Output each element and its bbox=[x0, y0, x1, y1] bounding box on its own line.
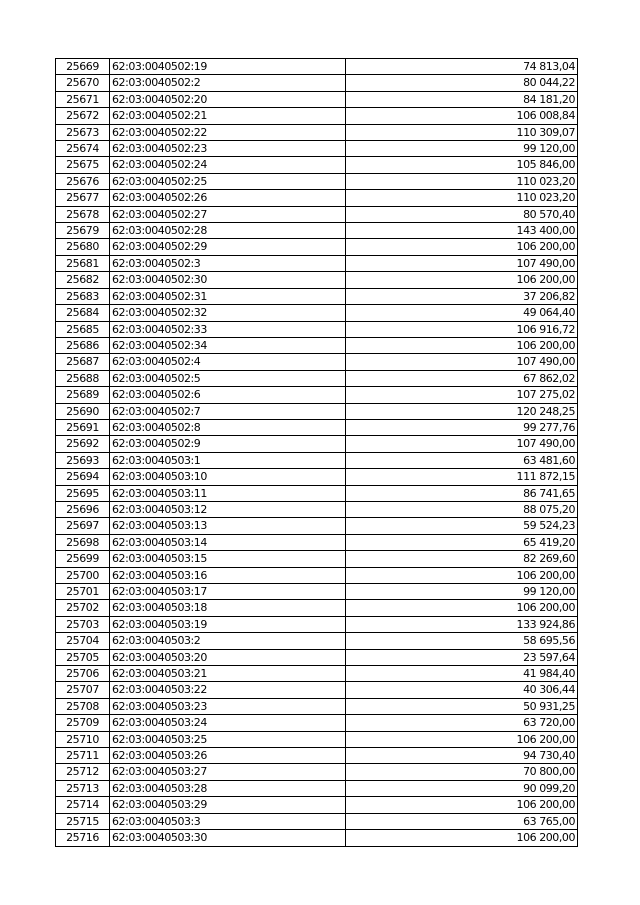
cadastral-value-cell: 70 800,00 bbox=[346, 764, 578, 780]
cadastral-number-cell: 62:03:0040502:2 bbox=[110, 75, 346, 91]
cadastral-number-cell: 62:03:0040502:31 bbox=[110, 288, 346, 304]
row-number-cell: 25701 bbox=[56, 584, 110, 600]
table-row bbox=[56, 452, 578, 468]
row-number-cell: 25670 bbox=[56, 75, 110, 91]
table-row bbox=[56, 206, 578, 222]
table-row bbox=[56, 813, 578, 829]
cadastral-value-table bbox=[55, 58, 578, 847]
row-number-cell: 25672 bbox=[56, 108, 110, 124]
cadastral-number-cell: 62:03:0040502:27 bbox=[110, 206, 346, 222]
cadastral-value-cell: 63 481,60 bbox=[346, 452, 578, 468]
cadastral-value-cell: 94 730,40 bbox=[346, 748, 578, 764]
row-number-cell: 25690 bbox=[56, 403, 110, 419]
cadastral-value-cell: 90 099,20 bbox=[346, 780, 578, 796]
cadastral-number-cell: 62:03:0040503:10 bbox=[110, 469, 346, 485]
cadastral-number-cell: 62:03:0040503:25 bbox=[110, 731, 346, 747]
row-number-cell: 25708 bbox=[56, 698, 110, 714]
table-row bbox=[56, 108, 578, 124]
table-row bbox=[56, 288, 578, 304]
cadastral-value-cell: 106 008,84 bbox=[346, 108, 578, 124]
table-row bbox=[56, 567, 578, 583]
table-row bbox=[56, 75, 578, 91]
table-row bbox=[56, 780, 578, 796]
cadastral-number-cell: 62:03:0040502:20 bbox=[110, 91, 346, 107]
row-number-cell: 25669 bbox=[56, 59, 110, 75]
cadastral-value-cell: 107 490,00 bbox=[346, 354, 578, 370]
cadastral-number-cell: 62:03:0040502:26 bbox=[110, 190, 346, 206]
table-row bbox=[56, 666, 578, 682]
table-row bbox=[56, 124, 578, 140]
cadastral-value-cell: 106 200,00 bbox=[346, 600, 578, 616]
cadastral-value-cell: 106 200,00 bbox=[346, 337, 578, 353]
table-row bbox=[56, 419, 578, 435]
row-number-cell: 25694 bbox=[56, 469, 110, 485]
cadastral-value-cell: 120 248,25 bbox=[346, 403, 578, 419]
cadastral-value-cell: 82 269,60 bbox=[346, 551, 578, 567]
cadastral-value-cell: 88 075,20 bbox=[346, 501, 578, 517]
table-row bbox=[56, 715, 578, 731]
table-row bbox=[56, 157, 578, 173]
table-row bbox=[56, 337, 578, 353]
row-number-cell: 25673 bbox=[56, 124, 110, 140]
cadastral-number-cell: 62:03:0040502:5 bbox=[110, 370, 346, 386]
row-number-cell: 25676 bbox=[56, 173, 110, 189]
cadastral-value-cell: 63 720,00 bbox=[346, 715, 578, 731]
cadastral-number-cell: 62:03:0040503:3 bbox=[110, 813, 346, 829]
table-row bbox=[56, 764, 578, 780]
row-number-cell: 25689 bbox=[56, 387, 110, 403]
row-number-cell: 25688 bbox=[56, 370, 110, 386]
cadastral-value-cell: 23 597,64 bbox=[346, 649, 578, 665]
cadastral-number-cell: 62:03:0040502:3 bbox=[110, 255, 346, 271]
table-row bbox=[56, 600, 578, 616]
cadastral-value-cell: 63 765,00 bbox=[346, 813, 578, 829]
cadastral-value-cell: 50 931,25 bbox=[346, 698, 578, 714]
table-row bbox=[56, 321, 578, 337]
table-row bbox=[56, 797, 578, 813]
cadastral-number-cell: 62:03:0040502:22 bbox=[110, 124, 346, 140]
row-number-cell: 25697 bbox=[56, 518, 110, 534]
row-number-cell: 25691 bbox=[56, 419, 110, 435]
cadastral-value-cell: 110 023,20 bbox=[346, 173, 578, 189]
table-row bbox=[56, 731, 578, 747]
cadastral-number-cell: 62:03:0040502:32 bbox=[110, 305, 346, 321]
cadastral-number-cell: 62:03:0040503:13 bbox=[110, 518, 346, 534]
cadastral-number-cell: 62:03:0040503:26 bbox=[110, 748, 346, 764]
table-row bbox=[56, 485, 578, 501]
cadastral-value-cell: 86 741,65 bbox=[346, 485, 578, 501]
row-number-cell: 25710 bbox=[56, 731, 110, 747]
table-row bbox=[56, 91, 578, 107]
cadastral-number-cell: 62:03:0040503:14 bbox=[110, 534, 346, 550]
table-row bbox=[56, 436, 578, 452]
row-number-cell: 25675 bbox=[56, 157, 110, 173]
cadastral-number-cell: 62:03:0040502:19 bbox=[110, 59, 346, 75]
row-number-cell: 25711 bbox=[56, 748, 110, 764]
cadastral-number-cell: 62:03:0040503:11 bbox=[110, 485, 346, 501]
cadastral-number-cell: 62:03:0040503:21 bbox=[110, 666, 346, 682]
row-number-cell: 25707 bbox=[56, 682, 110, 698]
table-row bbox=[56, 239, 578, 255]
cadastral-value-cell: 106 916,72 bbox=[346, 321, 578, 337]
table-row bbox=[56, 59, 578, 75]
cadastral-value-cell: 67 862,02 bbox=[346, 370, 578, 386]
cadastral-number-cell: 62:03:0040502:7 bbox=[110, 403, 346, 419]
row-number-cell: 25700 bbox=[56, 567, 110, 583]
cadastral-number-cell: 62:03:0040502:4 bbox=[110, 354, 346, 370]
cadastral-value-cell: 99 277,76 bbox=[346, 419, 578, 435]
cadastral-value-cell: 106 200,00 bbox=[346, 797, 578, 813]
row-number-cell: 25682 bbox=[56, 272, 110, 288]
table-row bbox=[56, 255, 578, 271]
cadastral-value-cell: 106 200,00 bbox=[346, 567, 578, 583]
row-number-cell: 25702 bbox=[56, 600, 110, 616]
cadastral-value-cell: 107 490,00 bbox=[346, 255, 578, 271]
cadastral-value-cell: 107 275,02 bbox=[346, 387, 578, 403]
cadastral-value-cell: 40 306,44 bbox=[346, 682, 578, 698]
row-number-cell: 25704 bbox=[56, 633, 110, 649]
row-number-cell: 25703 bbox=[56, 616, 110, 632]
cadastral-number-cell: 62:03:0040502:25 bbox=[110, 173, 346, 189]
cadastral-number-cell: 62:03:0040502:30 bbox=[110, 272, 346, 288]
table-row bbox=[56, 305, 578, 321]
table-row bbox=[56, 698, 578, 714]
cadastral-value-cell: 41 984,40 bbox=[346, 666, 578, 682]
cadastral-value-cell: 49 064,40 bbox=[346, 305, 578, 321]
table-row bbox=[56, 616, 578, 632]
row-number-cell: 25674 bbox=[56, 141, 110, 157]
table-row bbox=[56, 223, 578, 239]
cadastral-number-cell: 62:03:0040502:6 bbox=[110, 387, 346, 403]
table-row bbox=[56, 830, 578, 846]
table-row bbox=[56, 469, 578, 485]
cadastral-value-cell: 99 120,00 bbox=[346, 584, 578, 600]
cadastral-value-cell: 111 872,15 bbox=[346, 469, 578, 485]
table-row bbox=[56, 141, 578, 157]
cadastral-value-cell: 133 924,86 bbox=[346, 616, 578, 632]
table-row bbox=[56, 748, 578, 764]
table-row bbox=[56, 682, 578, 698]
row-number-cell: 25686 bbox=[56, 337, 110, 353]
cadastral-number-cell: 62:03:0040503:19 bbox=[110, 616, 346, 632]
cadastral-number-cell: 62:03:0040503:15 bbox=[110, 551, 346, 567]
row-number-cell: 25696 bbox=[56, 501, 110, 517]
cadastral-value-cell: 105 846,00 bbox=[346, 157, 578, 173]
table-row bbox=[56, 633, 578, 649]
cadastral-value-cell: 37 206,82 bbox=[346, 288, 578, 304]
cadastral-number-cell: 62:03:0040503:20 bbox=[110, 649, 346, 665]
table-row bbox=[56, 403, 578, 419]
cadastral-number-cell: 62:03:0040502:29 bbox=[110, 239, 346, 255]
cadastral-value-cell: 84 181,20 bbox=[346, 91, 578, 107]
cadastral-value-cell: 80 570,40 bbox=[346, 206, 578, 222]
row-number-cell: 25685 bbox=[56, 321, 110, 337]
cadastral-number-cell: 62:03:0040502:9 bbox=[110, 436, 346, 452]
row-number-cell: 25693 bbox=[56, 452, 110, 468]
row-number-cell: 25687 bbox=[56, 354, 110, 370]
row-number-cell: 25699 bbox=[56, 551, 110, 567]
cadastral-number-cell: 62:03:0040502:24 bbox=[110, 157, 346, 173]
row-number-cell: 25692 bbox=[56, 436, 110, 452]
row-number-cell: 25709 bbox=[56, 715, 110, 731]
table-body bbox=[56, 59, 578, 847]
cadastral-number-cell: 62:03:0040503:29 bbox=[110, 797, 346, 813]
row-number-cell: 25677 bbox=[56, 190, 110, 206]
cadastral-number-cell: 62:03:0040503:18 bbox=[110, 600, 346, 616]
row-number-cell: 25679 bbox=[56, 223, 110, 239]
table-row bbox=[56, 387, 578, 403]
cadastral-value-cell: 106 200,00 bbox=[346, 830, 578, 846]
table-row bbox=[56, 584, 578, 600]
cadastral-number-cell: 62:03:0040502:33 bbox=[110, 321, 346, 337]
cadastral-value-cell: 107 490,00 bbox=[346, 436, 578, 452]
table-row bbox=[56, 370, 578, 386]
cadastral-value-cell: 106 200,00 bbox=[346, 731, 578, 747]
cadastral-number-cell: 62:03:0040502:28 bbox=[110, 223, 346, 239]
table-row bbox=[56, 190, 578, 206]
cadastral-value-cell: 99 120,00 bbox=[346, 141, 578, 157]
cadastral-number-cell: 62:03:0040502:8 bbox=[110, 419, 346, 435]
cadastral-value-cell: 74 813,04 bbox=[346, 59, 578, 75]
cadastral-number-cell: 62:03:0040503:24 bbox=[110, 715, 346, 731]
table-row bbox=[56, 272, 578, 288]
cadastral-value-cell: 59 524,23 bbox=[346, 518, 578, 534]
row-number-cell: 25678 bbox=[56, 206, 110, 222]
row-number-cell: 25706 bbox=[56, 666, 110, 682]
cadastral-number-cell: 62:03:0040503:23 bbox=[110, 698, 346, 714]
cadastral-number-cell: 62:03:0040503:2 bbox=[110, 633, 346, 649]
row-number-cell: 25680 bbox=[56, 239, 110, 255]
table-row bbox=[56, 649, 578, 665]
row-number-cell: 25681 bbox=[56, 255, 110, 271]
cadastral-number-cell: 62:03:0040502:23 bbox=[110, 141, 346, 157]
row-number-cell: 25715 bbox=[56, 813, 110, 829]
cadastral-value-cell: 143 400,00 bbox=[346, 223, 578, 239]
cadastral-number-cell: 62:03:0040502:34 bbox=[110, 337, 346, 353]
row-number-cell: 25716 bbox=[56, 830, 110, 846]
cadastral-value-cell: 80 044,22 bbox=[346, 75, 578, 91]
cadastral-number-cell: 62:03:0040503:17 bbox=[110, 584, 346, 600]
table-row bbox=[56, 551, 578, 567]
row-number-cell: 25695 bbox=[56, 485, 110, 501]
table-row bbox=[56, 534, 578, 550]
cadastral-value-cell: 106 200,00 bbox=[346, 239, 578, 255]
table-row bbox=[56, 173, 578, 189]
row-number-cell: 25714 bbox=[56, 797, 110, 813]
row-number-cell: 25712 bbox=[56, 764, 110, 780]
cadastral-number-cell: 62:03:0040503:12 bbox=[110, 501, 346, 517]
row-number-cell: 25705 bbox=[56, 649, 110, 665]
cadastral-number-cell: 62:03:0040503:27 bbox=[110, 764, 346, 780]
cadastral-number-cell: 62:03:0040502:21 bbox=[110, 108, 346, 124]
cadastral-value-cell: 110 023,20 bbox=[346, 190, 578, 206]
row-number-cell: 25683 bbox=[56, 288, 110, 304]
cadastral-value-cell: 106 200,00 bbox=[346, 272, 578, 288]
table-row bbox=[56, 354, 578, 370]
row-number-cell: 25684 bbox=[56, 305, 110, 321]
cadastral-number-cell: 62:03:0040503:30 bbox=[110, 830, 346, 846]
cadastral-number-cell: 62:03:0040503:28 bbox=[110, 780, 346, 796]
row-number-cell: 25713 bbox=[56, 780, 110, 796]
table-row bbox=[56, 518, 578, 534]
table-row bbox=[56, 501, 578, 517]
cadastral-number-cell: 62:03:0040503:1 bbox=[110, 452, 346, 468]
row-number-cell: 25698 bbox=[56, 534, 110, 550]
cadastral-value-cell: 65 419,20 bbox=[346, 534, 578, 550]
cadastral-number-cell: 62:03:0040503:22 bbox=[110, 682, 346, 698]
cadastral-value-cell: 110 309,07 bbox=[346, 124, 578, 140]
cadastral-value-cell: 58 695,56 bbox=[346, 633, 578, 649]
cadastral-number-cell: 62:03:0040503:16 bbox=[110, 567, 346, 583]
row-number-cell: 25671 bbox=[56, 91, 110, 107]
